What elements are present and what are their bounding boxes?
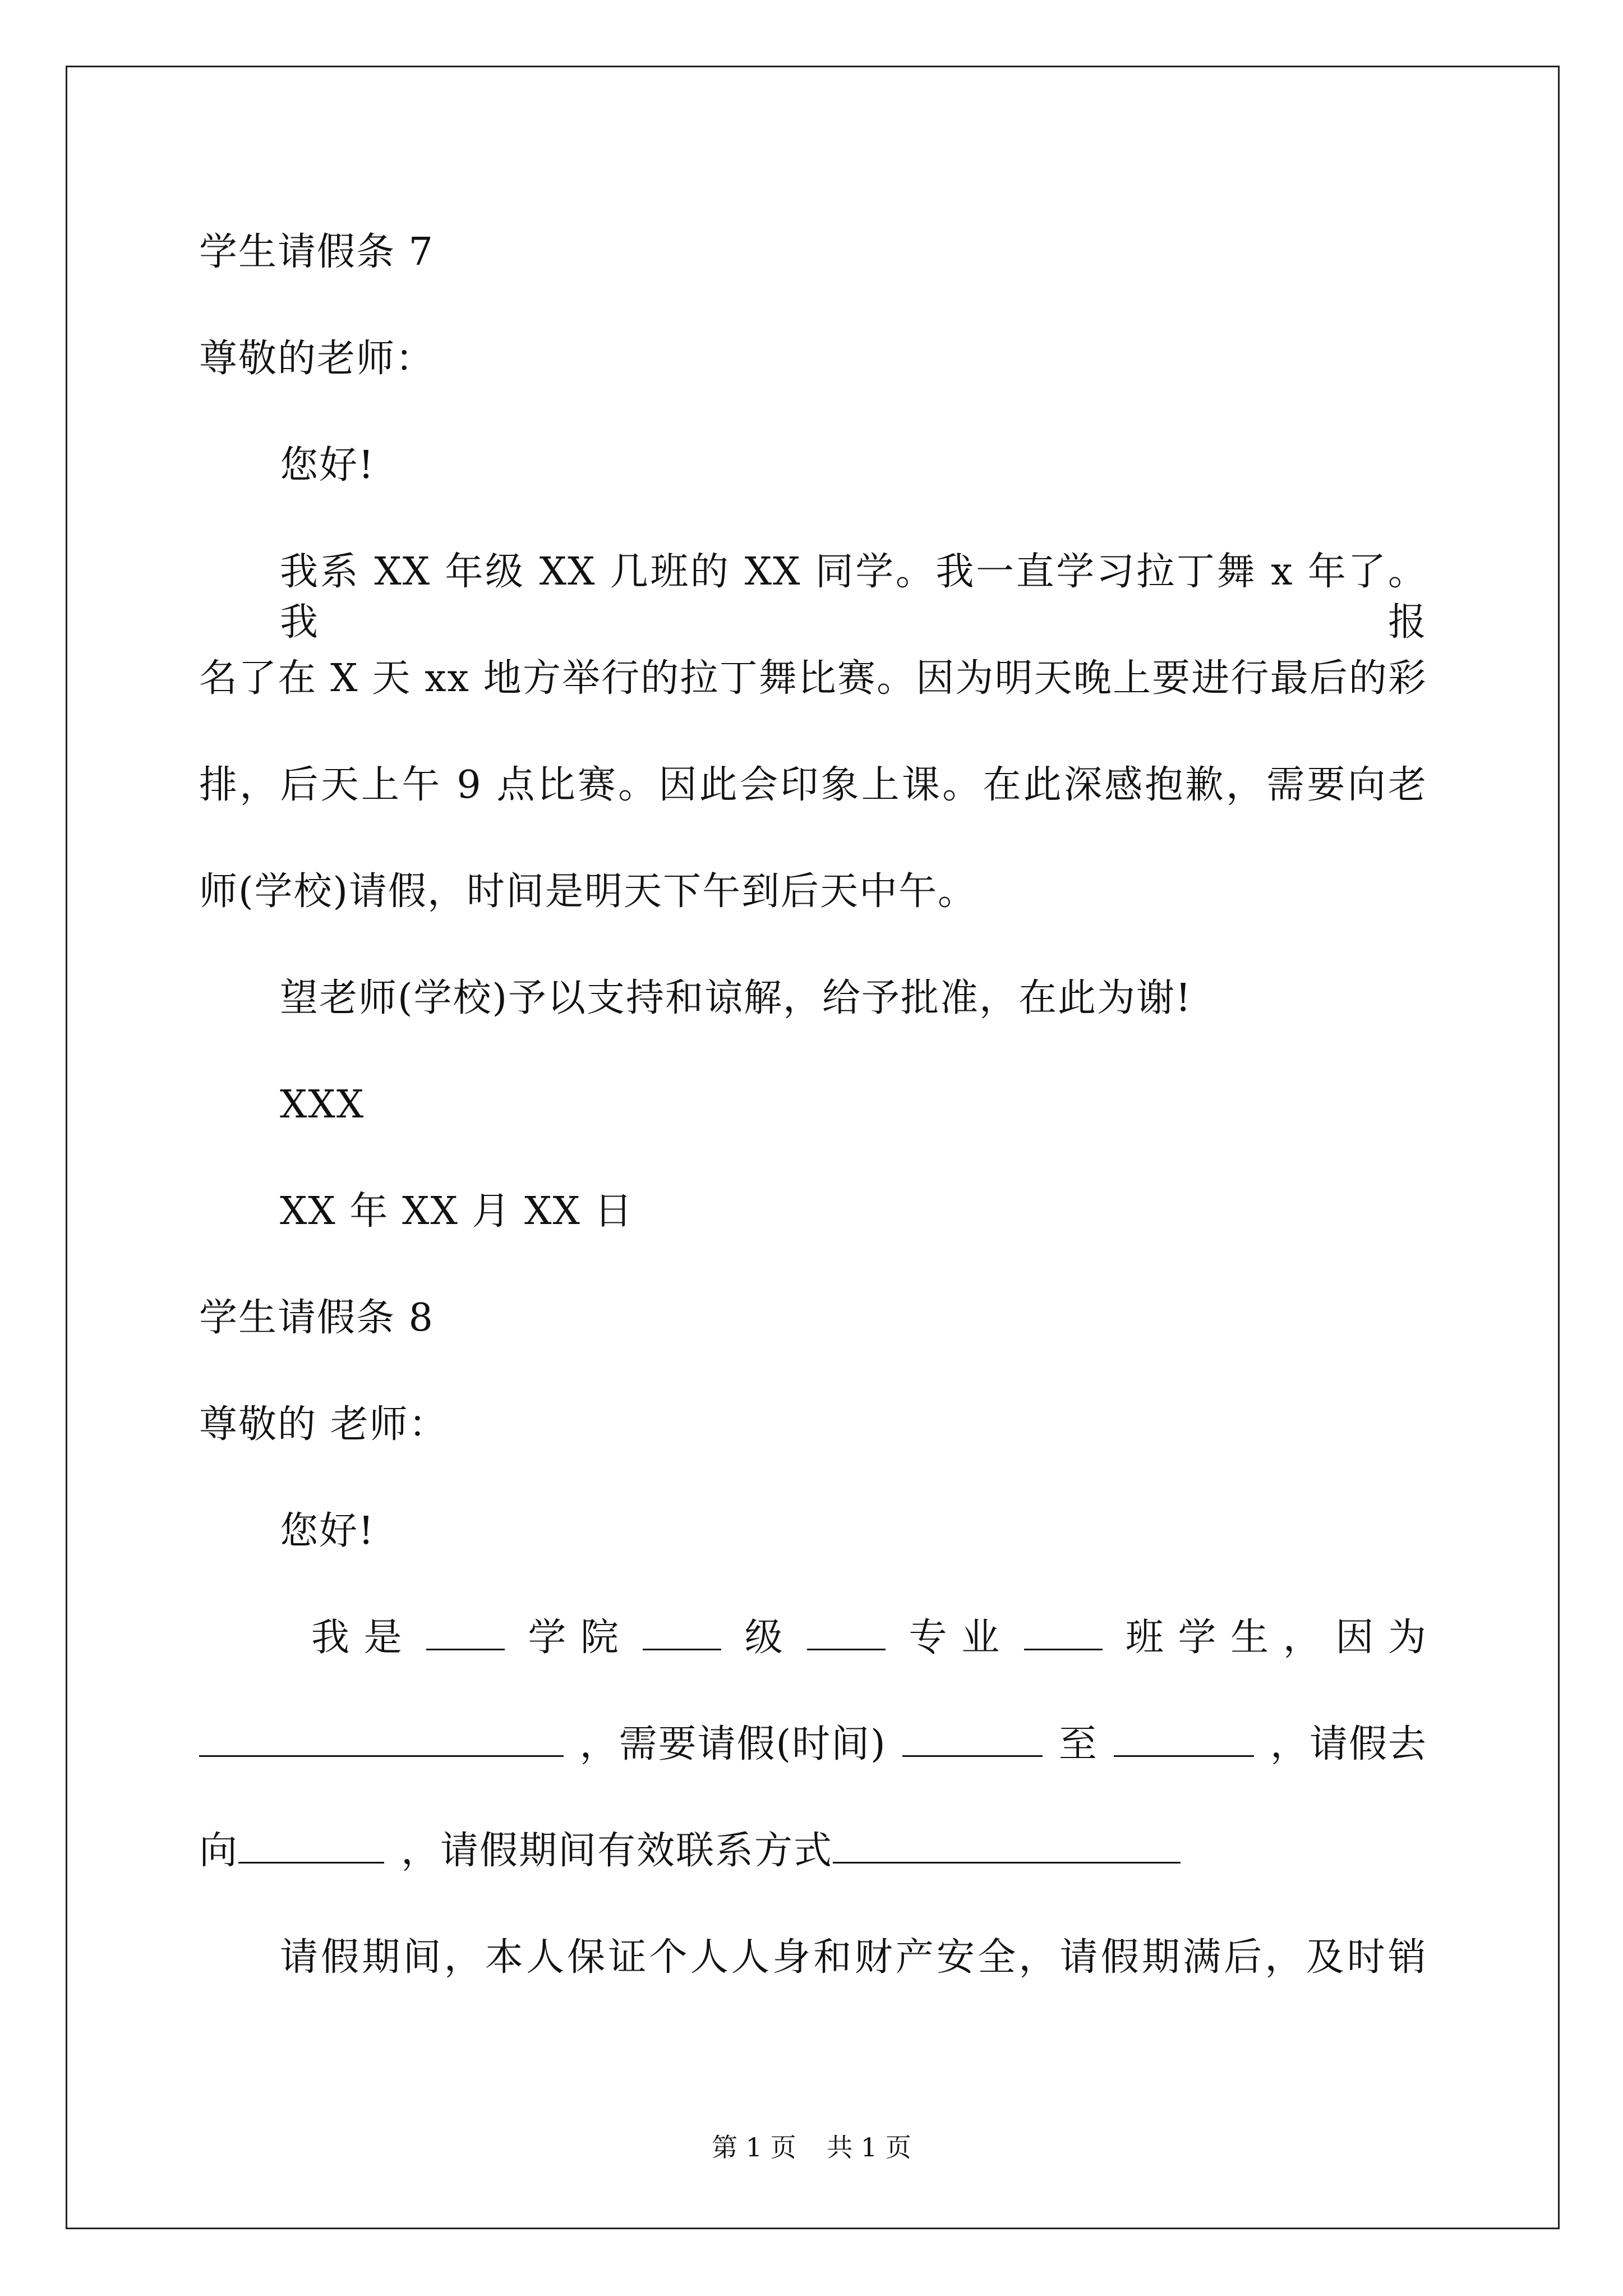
greeting: 您好! xyxy=(280,443,375,487)
blank-field xyxy=(426,1614,505,1650)
paragraph-line: 名了在 X 天 xx 地方举行的拉丁舞比赛。因为明天晚上要进行最后的彩 xyxy=(199,656,1427,701)
blank-field xyxy=(807,1614,886,1650)
greeting: 您好! xyxy=(280,1509,375,1553)
blank-field xyxy=(199,1720,564,1757)
form-text: ，需要请假(时间) xyxy=(579,1722,887,1766)
salutation: 尊敬的老师： xyxy=(199,337,435,381)
form-text: ，请假期间有效联系方式 xyxy=(401,1829,833,1873)
form-line-leave-time xyxy=(199,1719,1427,1770)
closing-request: 望老师(学校)予以支持和谅解，给予批准，在此为谢! xyxy=(280,976,1192,1020)
page-footer xyxy=(0,2131,1623,2164)
page-frame xyxy=(66,66,1560,2229)
signature-name: XXX xyxy=(280,1083,365,1127)
form-line-contact xyxy=(199,1826,1181,1876)
heading-leave-note-8: 学生请假条 8 xyxy=(199,1296,434,1340)
paragraph-line: 请假期间，本人保证个人人身和财产安全，请假期满后，及时销 xyxy=(280,1935,1427,1980)
form-line-student-info xyxy=(311,1613,1427,1663)
form-text: 学 院 xyxy=(528,1616,620,1660)
form-text: 班 学 生 ， 因 为 xyxy=(1125,1616,1427,1660)
signature-date: XX 年 XX 月 XX 日 xyxy=(280,1189,634,1234)
paragraph-line: 我系 XX 年级 XX 几班的 XX 同学。我一直学习拉丁舞 x 年了。我报 xyxy=(280,550,1427,645)
blank-field xyxy=(1114,1720,1254,1757)
paragraph-line: 师(学校)请假，时间是明天下午到后天中午。 xyxy=(199,869,978,914)
paragraph-line: 排，后天上午 9 点比赛。因此会印象上课。在此深感抱歉，需要向老 xyxy=(199,763,1427,807)
heading-leave-note-7: 学生请假条 7 xyxy=(199,230,434,274)
form-text: 至 xyxy=(1058,1722,1098,1766)
form-text: ，请假去 xyxy=(1270,1722,1427,1766)
form-text: 我 是 xyxy=(311,1616,403,1660)
blank-field xyxy=(238,1827,384,1864)
page-number-total: 共 1 页 xyxy=(827,2132,911,2162)
blank-field xyxy=(643,1614,721,1650)
form-text: 级 xyxy=(744,1616,784,1660)
blank-field xyxy=(902,1720,1043,1757)
blank-field xyxy=(833,1827,1181,1864)
form-text: 专 业 xyxy=(909,1616,1001,1660)
salutation: 尊敬的 老师： xyxy=(199,1402,448,1447)
blank-field xyxy=(1024,1614,1103,1650)
form-text: 向 xyxy=(199,1829,239,1873)
page-number-current: 第 1 页 xyxy=(712,2132,796,2162)
